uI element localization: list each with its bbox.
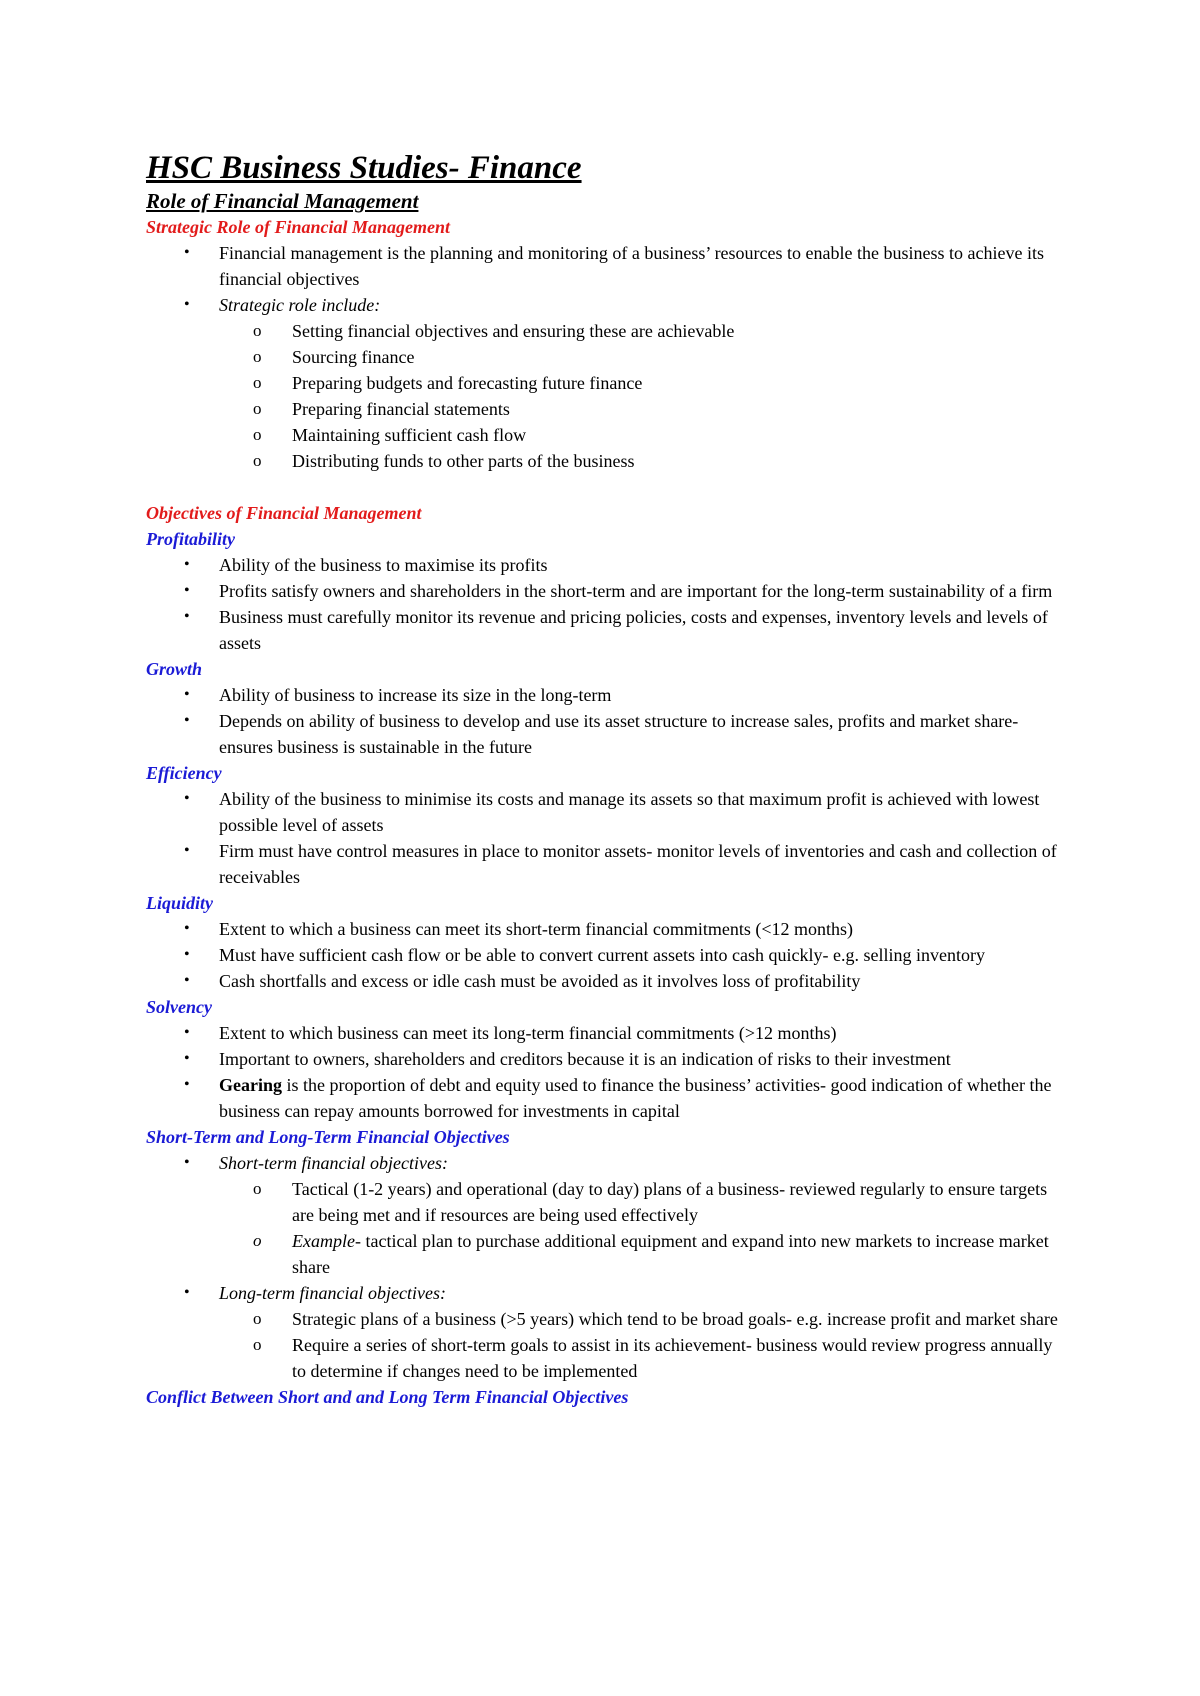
- growth-heading: Growth: [146, 659, 203, 679]
- short-long-term-list: [146, 1150, 1066, 1384]
- sub-bullet: o: [253, 399, 262, 418]
- solvency-heading: Solvency: [146, 997, 212, 1017]
- list-item-text: Cash shortfalls and excess or idle cash must be avoided as it involves loss of profitability: [219, 971, 861, 991]
- bullet: •: [184, 244, 190, 261]
- bullet: •: [184, 1050, 190, 1067]
- sub-list-item: [219, 370, 1066, 396]
- list-item: [146, 1150, 1066, 1280]
- bullet: •: [184, 582, 190, 599]
- sub-list-item: [219, 448, 1066, 474]
- list-item: [146, 916, 1066, 942]
- sub-list-item-text: Distributing funds to other parts of the business: [292, 451, 635, 471]
- bullet: •: [184, 946, 190, 963]
- list-item: [146, 786, 1066, 838]
- sub-bullet: o: [253, 321, 262, 340]
- efficiency-list: [146, 786, 1066, 890]
- list-item-text: Depends on ability of business to develop and use its asset structure to increase sales, profits and market share- ensures business is sustainable in the future: [219, 711, 1019, 757]
- profitability-list: [146, 552, 1066, 656]
- sub-list-item: [219, 1228, 1066, 1280]
- sub-list-item-text: Setting financial objectives and ensuring these are achievable: [292, 321, 735, 341]
- list-item-text: Strategic role include:: [219, 295, 381, 315]
- sub-list-item-text: - tactical plan to purchase additional equipment and expand into new markets to increase market share: [292, 1231, 1049, 1277]
- liquidity-heading: Liquidity: [146, 893, 213, 913]
- strategic-role-list: [146, 240, 1066, 474]
- list-item: [146, 1046, 1066, 1072]
- gearing-term: Gearing: [219, 1075, 282, 1095]
- bullet: •: [184, 1024, 190, 1041]
- sub-list-item-text: Preparing budgets and forecasting future finance: [292, 373, 643, 393]
- bullet: •: [184, 1284, 190, 1301]
- list-item: [146, 682, 1066, 708]
- sub-list-item: [219, 396, 1066, 422]
- strategic-role-sublist: [219, 318, 1066, 474]
- list-item-text: Ability of business to increase its size in the long-term: [219, 685, 612, 705]
- list-item-text: Important to owners, shareholders and creditors because it is an indication of risks to their investment: [219, 1049, 951, 1069]
- list-item: [146, 838, 1066, 890]
- list-item: [146, 240, 1066, 292]
- sub-list-item-text: Maintaining sufficient cash flow: [292, 425, 527, 445]
- sub-list-item: [219, 344, 1066, 370]
- list-item-text: Profits satisfy owners and shareholders in the short-term and are important for the long-term sustainability of a firm: [219, 581, 1053, 601]
- list-item-text: Firm must have control measures in place to monitor assets- monitor levels of inventories and cash and collection of receivables: [219, 841, 1057, 887]
- section-heading: Role of Financial Management: [146, 189, 419, 213]
- sub-bullet: o: [253, 373, 262, 392]
- list-item: [146, 1280, 1066, 1384]
- list-item-text: Must have sufficient cash flow or be able to convert current assets into cash quickly- e.g. selling inventory: [219, 945, 985, 965]
- sub-bullet: o: [253, 347, 262, 366]
- spacer: [146, 474, 1066, 500]
- strategic-role-heading: Strategic Role of Financial Management: [146, 217, 451, 237]
- list-item-text: Short-term financial objectives:: [219, 1153, 448, 1173]
- objectives-heading: Objectives of Financial Management: [146, 503, 422, 523]
- sub-list-item: [219, 318, 1066, 344]
- sub-list-item: [219, 422, 1066, 448]
- bullet: •: [184, 842, 190, 859]
- solvency-list: [146, 1020, 1066, 1124]
- list-item-text: Long-term financial objectives:: [219, 1283, 446, 1303]
- list-item: [146, 552, 1066, 578]
- sub-list-item-text: Sourcing finance: [292, 347, 415, 367]
- bullet: •: [184, 1076, 190, 1093]
- long-term-sublist: [219, 1306, 1066, 1384]
- bullet: •: [184, 1154, 190, 1171]
- short-long-term-heading: Short-Term and Long-Term Financial Objectives: [146, 1127, 510, 1147]
- bullet: •: [184, 556, 190, 573]
- bullet: •: [184, 686, 190, 703]
- sub-list-item-text: Require a series of short-term goals to assist in its achievement- business would review progress annually to determine if changes need to be implemented: [292, 1335, 1053, 1381]
- list-item-text: Extent to which a business can meet its short-term financial commitments (<12 months): [219, 919, 854, 939]
- document-title: HSC Business Studies- Finance: [146, 150, 582, 186]
- sub-list-item: [219, 1332, 1066, 1384]
- sub-list-item: [219, 1306, 1066, 1332]
- list-item: [146, 1020, 1066, 1046]
- list-item: [146, 604, 1066, 656]
- list-item: [146, 1072, 1066, 1124]
- list-item: [146, 708, 1066, 760]
- sub-list-item-text: Tactical (1-2 years) and operational (day to day) plans of a business- reviewed regularly to ensure targets are being met and if resources are being used effectively: [292, 1179, 1048, 1225]
- list-item-text: Financial management is the planning and monitoring of a business’ resources to enable the business to achieve its financial objectives: [219, 243, 1044, 289]
- list-item: [146, 968, 1066, 994]
- list-item-text: Extent to which business can meet its long-term financial commitments (>12 months): [219, 1023, 837, 1043]
- example-label: Example: [292, 1231, 355, 1251]
- short-term-sublist: [219, 1176, 1066, 1280]
- profitability-heading: Profitability: [146, 529, 235, 549]
- list-item: [146, 942, 1066, 968]
- list-item: [146, 578, 1066, 604]
- sub-list-item: [219, 1176, 1066, 1228]
- document-page: [146, 148, 1066, 1410]
- list-item-text: Ability of the business to maximise its profits: [219, 555, 548, 575]
- sub-list-item-text: Preparing financial statements: [292, 399, 510, 419]
- bullet: •: [184, 972, 190, 989]
- list-item-text: Business must carefully monitor its revenue and pricing policies, costs and expenses, inventory levels and levels of assets: [219, 607, 1048, 653]
- sub-list-item-text: Strategic plans of a business (>5 years) which tend to be broad goals- e.g. increase profit and market share: [292, 1309, 1058, 1329]
- sub-bullet: o: [253, 425, 262, 444]
- list-item-text: Ability of the business to minimise its costs and manage its assets so that maximum profit is achieved with lowest possible level of assets: [219, 789, 1040, 835]
- sub-bullet: o: [253, 1335, 262, 1354]
- liquidity-list: [146, 916, 1066, 994]
- bullet: •: [184, 920, 190, 937]
- bullet: •: [184, 712, 190, 729]
- bullet: •: [184, 608, 190, 625]
- bullet: •: [184, 790, 190, 807]
- sub-bullet: o: [253, 1309, 262, 1328]
- conflict-heading: Conflict Between Short and and Long Term Financial Objectives: [146, 1387, 629, 1407]
- list-item: [146, 292, 1066, 474]
- bullet: •: [184, 296, 190, 313]
- sub-bullet: o: [253, 1231, 262, 1250]
- sub-bullet: o: [253, 1179, 262, 1198]
- growth-list: [146, 682, 1066, 760]
- sub-bullet: o: [253, 451, 262, 470]
- list-item-text: is the proportion of debt and equity used to finance the business’ activities- good indication of whether the business can repay amounts borrowed for investments in capital: [219, 1075, 1052, 1121]
- efficiency-heading: Efficiency: [146, 763, 222, 783]
